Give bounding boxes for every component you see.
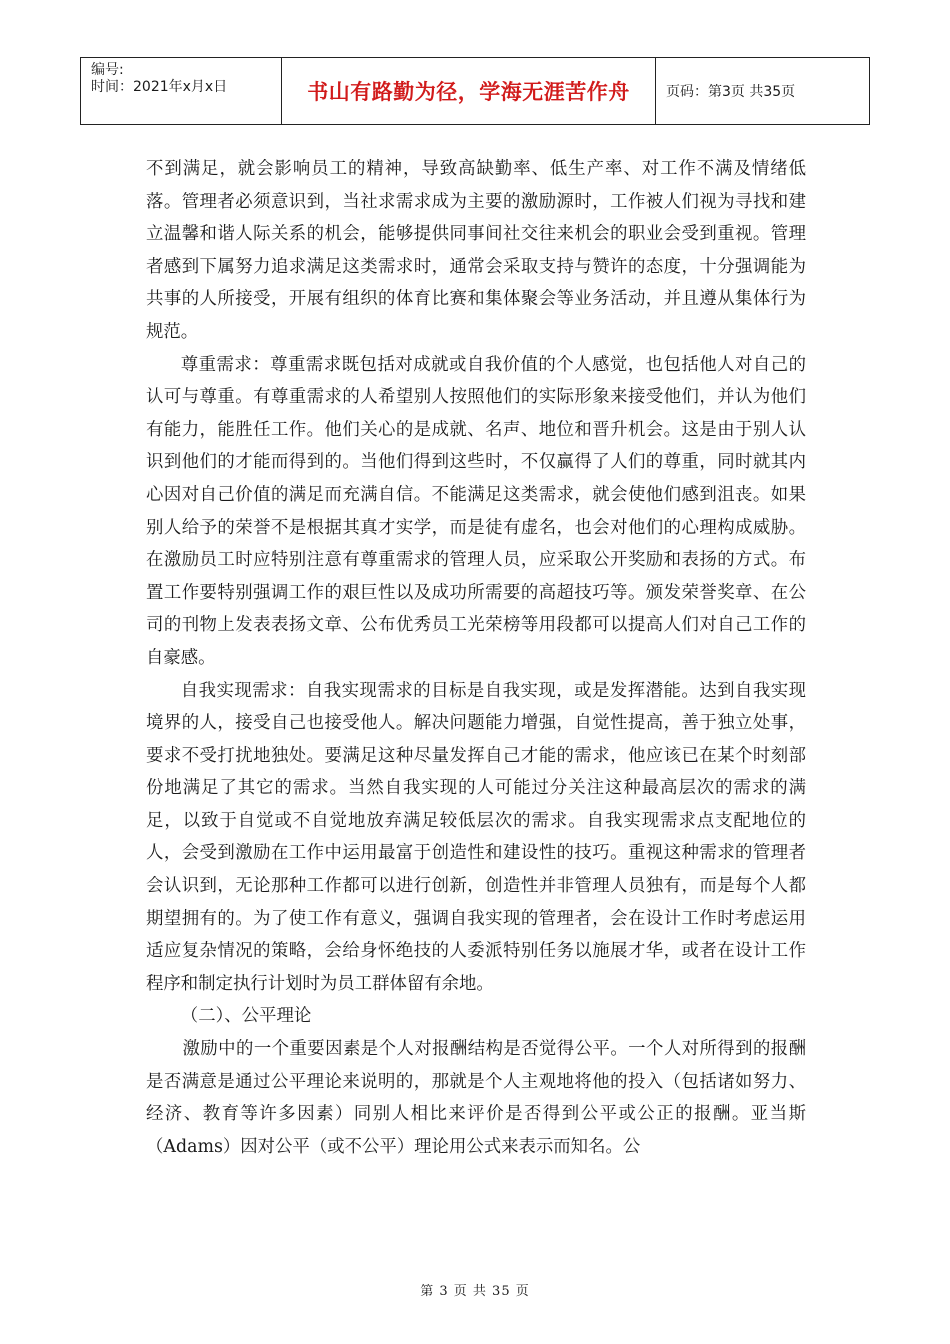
paragraph-self-actualization: 自我实现需求：自我实现需求的目标是自我实现，或是发挥潜能。达到自我实现境界的人，接受自己也接受他人。解决问题能力增强，自觉性提高，善于独立处事，要求不受打扰地独处。要满足这种尽量发挥自己才能的需求，他应该已在某个时刻部份地满足了其它的需求。当然自我实现的人可能过分关注这种最高层次的需求的满足，以致于自觉或不自觉地放弃满足较低层次的需求。自我实现需求点支配地位的人，会受到激励在工作中运用最富于创造性和建设性的技巧。重视这种需求的管理者会认识到，无论那种工作都可以进行创新，创造性并非管理人员独有，而是每个人都期望拥有的。为了使工作有意义，强调自我实现的管理者，会在设计工作时考虑运用适应复杂情况的策略，会给身怀绝技的人委派特别任务以施展才华，或者在设计工作程序和制定执行计划时为员工群体留有余地。 bbox=[146, 680, 806, 994]
document-header bbox=[80, 57, 870, 125]
page-footer: 第 3 页 共 35 页 bbox=[420, 1284, 530, 1299]
document-number-label: 编号: bbox=[91, 62, 124, 78]
document-date: 时间：2021年x月x日 bbox=[91, 79, 228, 95]
paragraph-equity-theory: 激励中的一个重要因素是个人对报酬结构是否觉得公平。一个人对所得到的报酬是否满意是通过公平理论来说明的，那就是个人主观地将他的投入（包括诸如努力、经济、教育等许多因素）同别人相比来评价是否得到公平或公正的报酬。亚当斯（Adams）因对公平（或不公平）理论用公式来表示而知名。公 bbox=[146, 1039, 806, 1157]
paragraph-esteem-needs: 尊重需求：尊重需求既包括对成就或自我价值的个人感觉，也包括他人对自己的认可与尊重。有尊重需求的人希望别人按照他们的实际形象来接受他们，并认为他们有能力，能胜任工作。他们关心的是成就、名声、地位和晋升机会。这是由于别人认识到他们的才能而得到的。当他们得到这些时，不仅赢得了人们的尊重，同时就其内心因对自己价值的满足而充满自信。不能满足这类需求，就会使他们感到沮丧。如果别人给予的荣誉不是根据其真才实学，而是徒有虚名，也会对他们的心理构成威胁。在激励员工时应特别注意有尊重需求的管理人员，应采取公开奖励和表扬的方式。布置工作要特别强调工作的艰巨性以及成功所需要的高超技巧等。颁发荣誉奖章、在公司的刊物上发表表扬文章、公布优秀员工光荣榜等用段都可以提高人们对自己工作的自豪感。 bbox=[146, 354, 806, 668]
section-heading-equity-theory: （二）、公平理论 bbox=[180, 1006, 312, 1027]
paragraph-social-needs: 不到满足，就会影响员工的精神，导致高缺勤率、低生产率、对工作不满及情绪低落。管理者必须意识到，当社求需求成为主要的激励源时，工作被人们视为寻找和建立温馨和谐人际关系的机会，能够提供同事间社交往来机会的职业会受到重视。管理者感到下属努力追求满足这类需求时，通常会采取支持与赞许的态度，十分强调能为共事的人所接受，开展有组织的体育比赛和集体聚会等业务活动，并且遵从集体行为规范。 bbox=[146, 159, 806, 342]
header-page-info: 页码：第3页 共35页 bbox=[666, 84, 796, 100]
header-motto: 书山有路勤为径，学海无涯苦作舟 bbox=[282, 58, 656, 124]
header-meta bbox=[81, 58, 282, 124]
document-body bbox=[146, 153, 806, 1163]
